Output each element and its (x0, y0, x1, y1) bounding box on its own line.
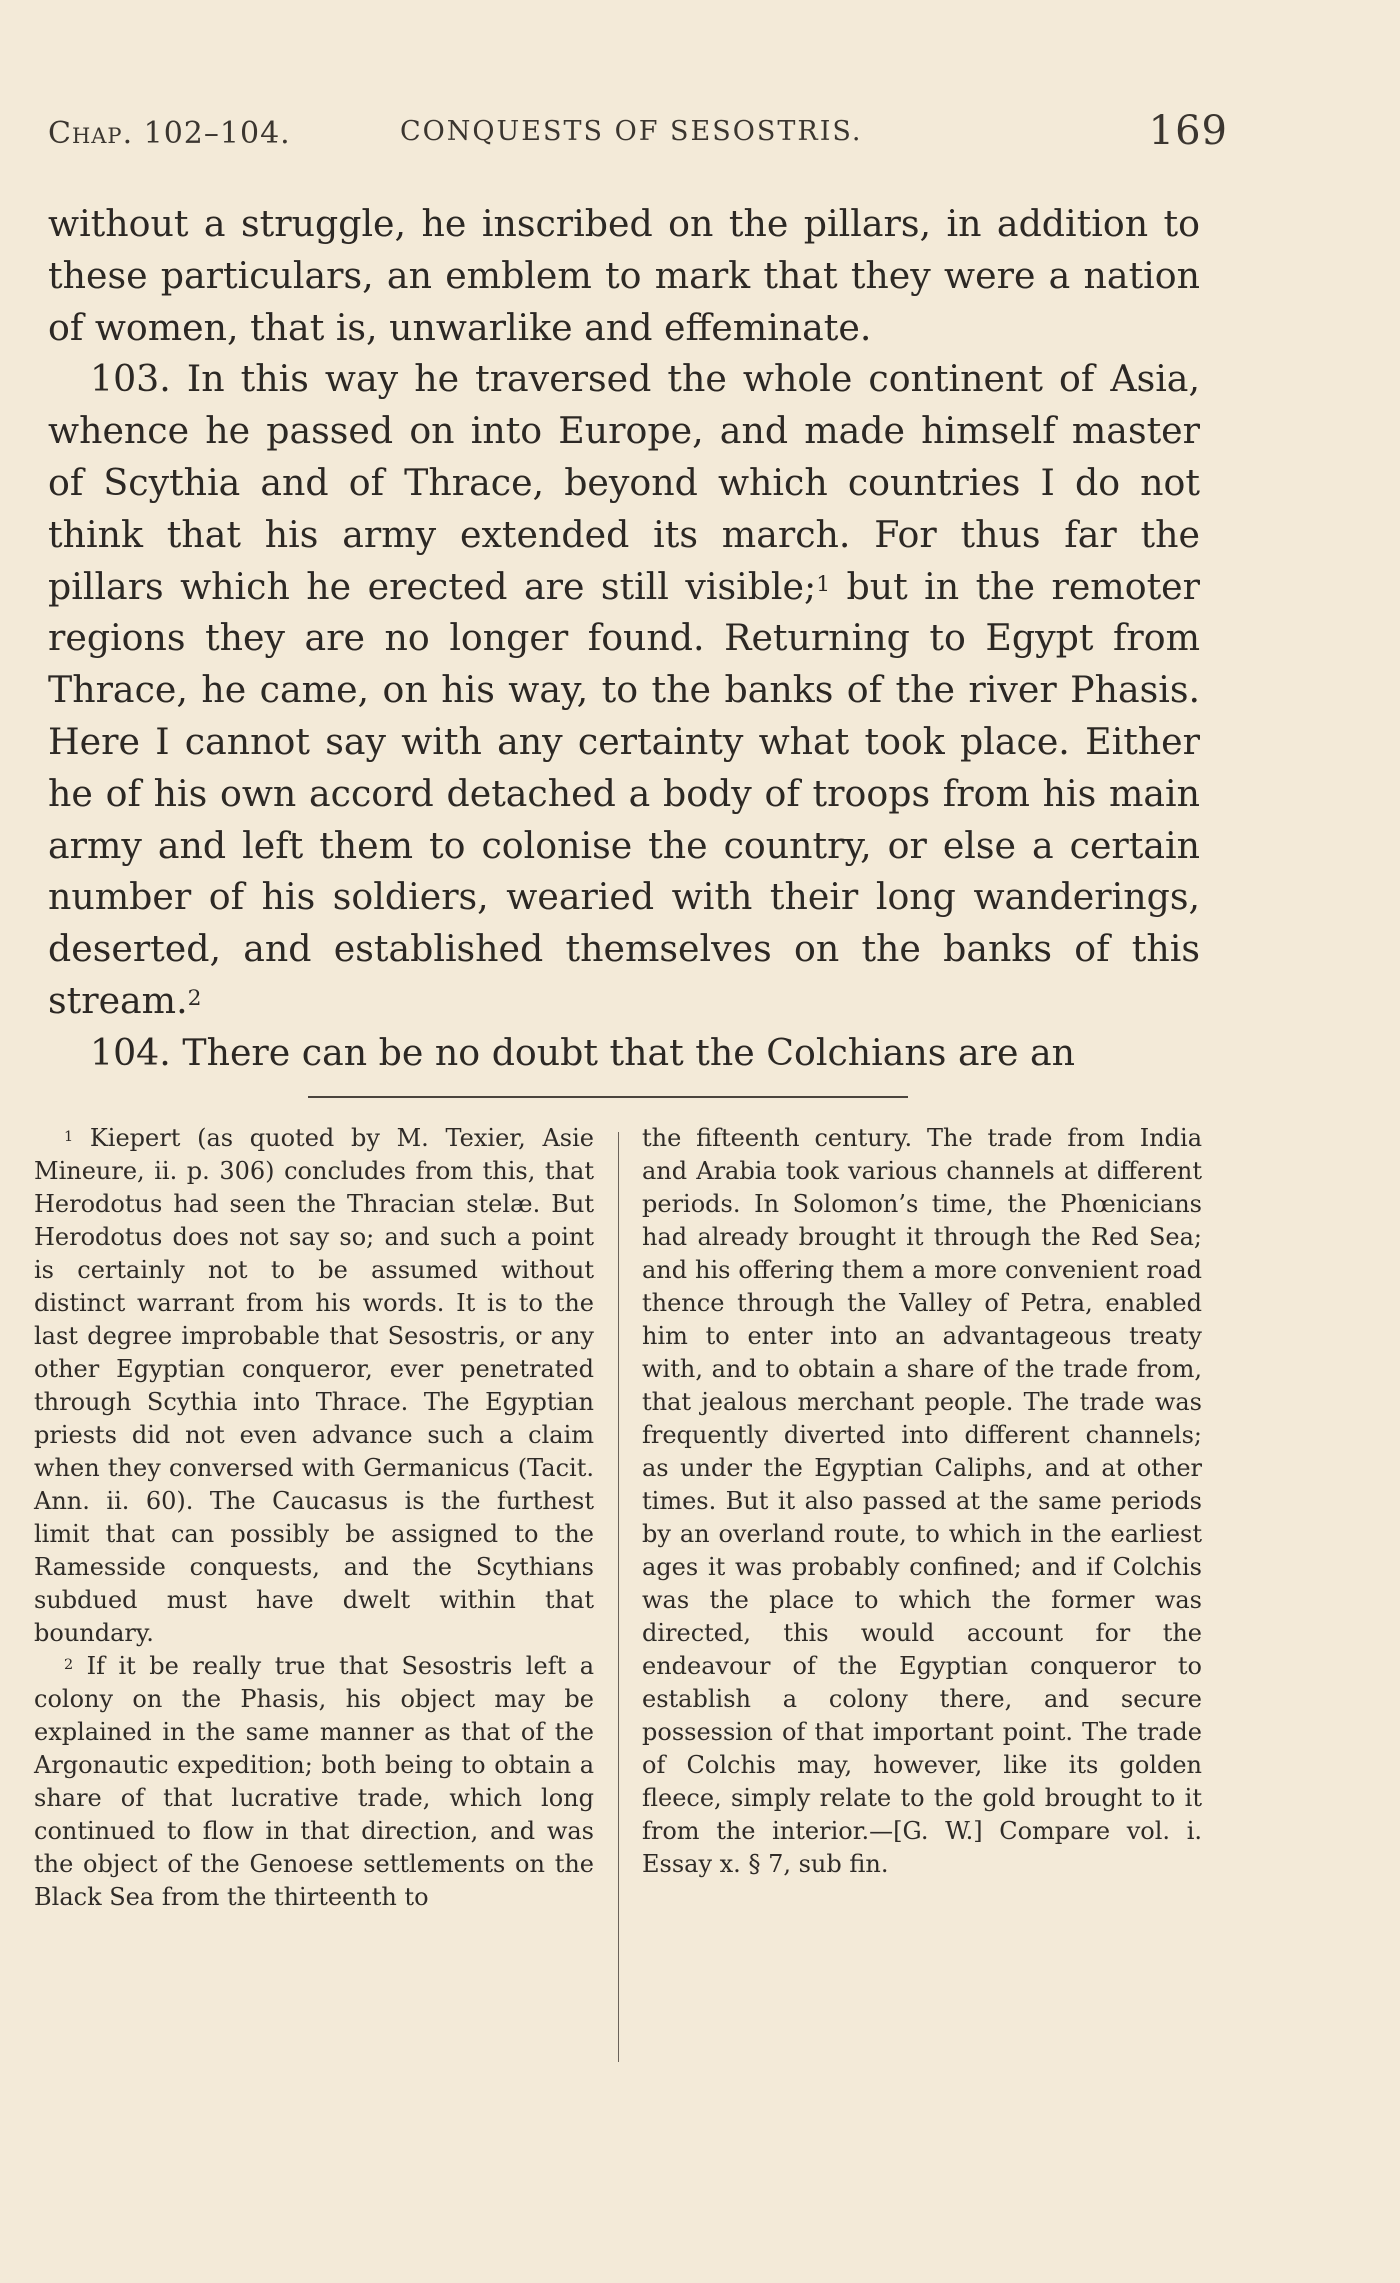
running-head (48, 108, 1228, 158)
column-divider (618, 1132, 619, 2062)
paragraph-103: 103. In this way he traversed the whole continent of Asia, whence he passed on into Europe, and made himself master of Scythia and of Thrace, beyond which countries I do not think that his army extended its march. For thus far the pillars which he erected are still visible;$^1$ but in the remoter regions they are no longer found. Returning to Egypt from Thrace, he came, on his way, to the banks of the river Phasis. Here I cannot say with any certainty what took place. Either he of his own accord detached a body of troops from his main army and left them to colonise the country, or else a certain number of his soldiers, wearied with their long wanderings, deserted, and established themselves on the banks of this stream.$^2$ (48, 357, 1200, 1022)
footnote-ref-2[interactable]: 2 (187, 986, 202, 1012)
footnote-mark-1: 1 (64, 1128, 74, 1145)
footnote-rule (308, 1096, 908, 1098)
main-text (48, 198, 1200, 1079)
footnotes (34, 1122, 1202, 2062)
footnote-2-continued: the fifteenth century. The trade from India and Arabia took various channels at different periods. In Solomon’s time, the Phœnicians had already brought it through the Red Sea; and his offering them a more convenient road thence through the Valley of Petra, enabled him to enter into an advantageous treaty with, and to obtain a share of the trade from, that jealous merchant people. The trade was frequently diverted into different channels; as under the Egyptian Caliphs, and at other times. But it also passed at the same periods by an overland route, to which in the earliest ages it was probably confined; and if Colchis was the place to which the former was directed, this would account for the endeavour of the Egyptian conqueror to establish a colony there, and secure possession of that important point. The trade of Colchis may, however, like its golden fleece, simply relate to the gold brought to it from the interior.—[G. W.] Compare vol. i. Essay x. § 7, sub fin. (642, 1124, 1202, 1878)
footnote-column-right (642, 1122, 1202, 1881)
paragraph-104-start: 104. There can be no doubt that the Colchians are an (90, 1030, 1075, 1074)
footnote-ref-1[interactable]: 1 (816, 571, 831, 597)
chapter-reference: Chap. 102–104. (48, 116, 291, 151)
footnote-column-left (34, 1122, 594, 1914)
footnote-mark-2: 2 (64, 1656, 74, 1673)
page-title: CONQUESTS OF SESOSTRIS. (400, 116, 863, 147)
footnote-2: $^2$ If it be really true that Sesostris left a colony on the Phasis, his object may be explained in the same manner as that of the Argonautic expedition; both being to obtain a share of that lucrative trade, which long continued to flow in that direction, and was the object of the Genoese settlements on the Black Sea from the thirteenth to (34, 1652, 594, 1911)
paragraph-102-end: without a struggle, he inscribed on the pillars, in addition to these particulars, an emblem to mark that they were a nation of women, that is, unwarlike and effeminate. (48, 202, 1200, 349)
footnote-1: $^1$ Kiepert (as quoted by M. Texier, Asie Mineure, ii. p. 306) concludes from this, that Herodotus had seen the Thracian stelæ. But Herodotus does not say so; and such a point is certainly not to be assumed without distinct warrant from his words. It is to the last degree improbable that Sesostris, or any other Egyptian conqueror, ever penetrated through Scythia into Thrace. The Egyptian priests did not even advance such a claim when they conversed with Germanicus (Tacit. Ann. ii. 60). The Caucasus is the furthest limit that can possibly be assigned to the Ramesside conquests, and the Scythians subdued must have dwelt within that boundary. (34, 1124, 594, 1647)
page-number: 169 (1148, 108, 1228, 154)
